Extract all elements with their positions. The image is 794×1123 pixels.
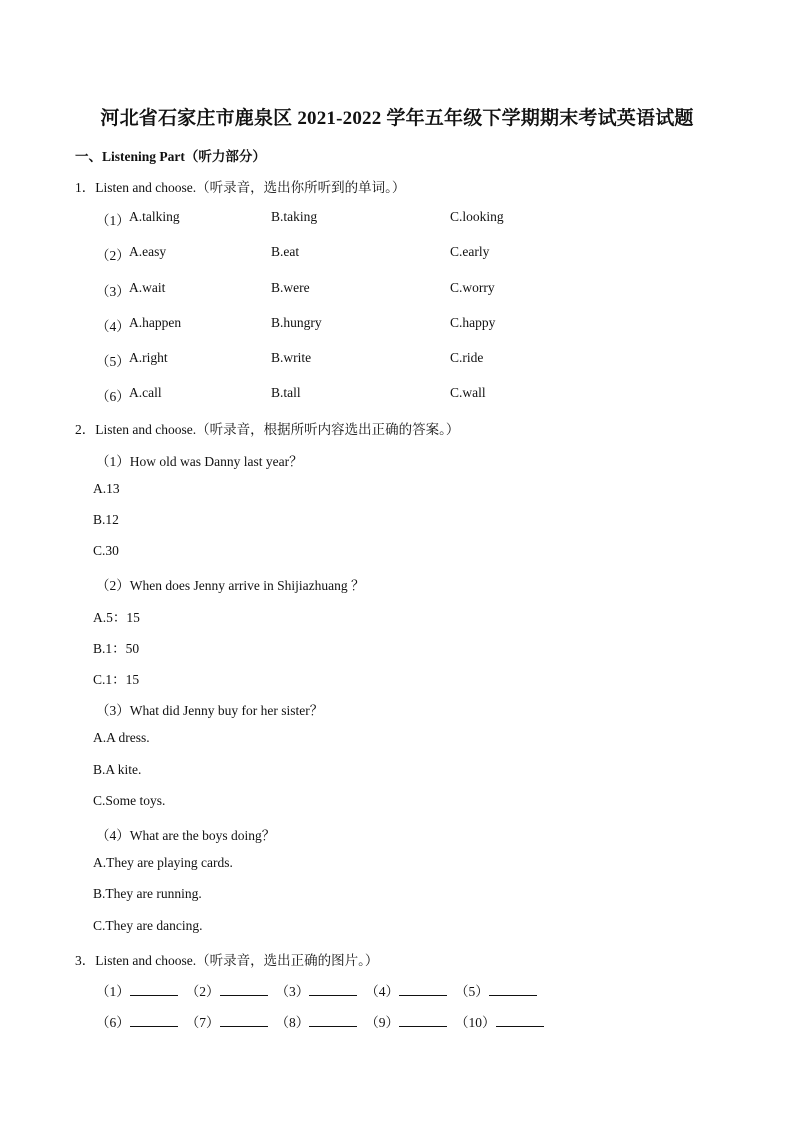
answer-option: C.30 [93,543,119,558]
blank-label: （1） [96,984,130,999]
blank-label: （2） [185,984,220,999]
answer-blank[interactable] [309,983,357,996]
answer-option: B.12 [93,512,119,527]
answer-blanks-row-2 [96,1011,552,1031]
section-heading-listening: 一、Listening Part（听力部分） [75,149,266,164]
option-c: C.early [450,244,490,259]
sub-question: （1）How old was Danny last year？ [96,454,303,469]
option-b: B.were [271,280,310,295]
sub-question: （2）When does Jenny arrive in Shijiazhuang ？ [96,578,365,593]
question-3-prompt: 3．Listen and choose.（听录音，选出正确的图片。） [75,953,379,968]
item-number: （5） [96,354,130,369]
option-a: A.talking [129,209,180,224]
option-b: B.tall [271,385,301,400]
item-number: （1） [96,213,130,228]
answer-blank[interactable] [399,1014,447,1027]
option-c: C.worry [450,280,495,295]
blank-label: （8） [275,1015,310,1030]
option-a: A.wait [129,280,166,295]
answer-blank[interactable] [399,983,447,996]
answer-blank[interactable] [496,1014,544,1027]
blank-label: （9） [365,1015,399,1030]
blank-label: （4） [365,984,399,999]
sub-question: （4）What are the boys doing？ [96,828,276,843]
option-b: B.eat [271,244,300,259]
answer-option: B.A kite. [93,762,142,777]
option-c: C.looking [450,209,504,224]
answer-blank[interactable] [130,1014,178,1027]
blank-label: （6） [96,1015,130,1030]
answer-blank[interactable] [489,983,537,996]
option-a: A.happen [129,315,182,330]
option-a: A.call [129,385,162,400]
answer-option: A.They are playing cards. [93,855,233,870]
option-c: C.ride [450,350,484,365]
item-number: （4） [96,319,130,334]
blank-label: （3） [275,984,310,999]
question-2-prompt: 2．Listen and choose.（听录音，根据所听内容选出正确的答案。） [75,422,460,437]
answer-option: C.1：15 [93,672,140,687]
item-number: （3） [96,284,130,299]
answer-option: A.13 [93,481,120,496]
option-a: A.easy [129,244,167,259]
blank-label: （7） [185,1015,220,1030]
item-number: （6） [96,389,130,404]
option-c: C.happy [450,315,496,330]
sub-question: （3）What did Jenny buy for her sister？ [96,703,324,718]
option-b: B.taking [271,209,318,224]
blank-label: （5） [455,984,489,999]
answer-option: A.5：15 [93,610,140,625]
option-a: A.right [129,350,168,365]
document-title: 河北省石家庄市鹿泉区 2021-2022 学年五年级下学期期末考试英语试题 [100,108,694,129]
question-1-prompt: 1．Listen and choose.（听录音，选出你所听到的单词。） [75,180,406,195]
answer-blanks-row-1 [96,980,545,1000]
answer-option: B.They are running. [93,886,202,901]
item-number: （2） [96,248,130,263]
answer-option: A.A dress. [93,730,150,745]
option-b: B.hungry [271,315,322,330]
answer-option: B.1：50 [93,641,140,656]
answer-blank[interactable] [130,983,178,996]
option-b: B.write [271,350,312,365]
option-c: C.wall [450,385,486,400]
answer-blank[interactable] [220,983,268,996]
blank-label: （10） [455,1015,496,1030]
answer-blank[interactable] [220,1014,268,1027]
answer-blank[interactable] [309,1014,357,1027]
answer-option: C.Some toys. [93,793,166,808]
answer-option: C.They are dancing. [93,918,203,933]
